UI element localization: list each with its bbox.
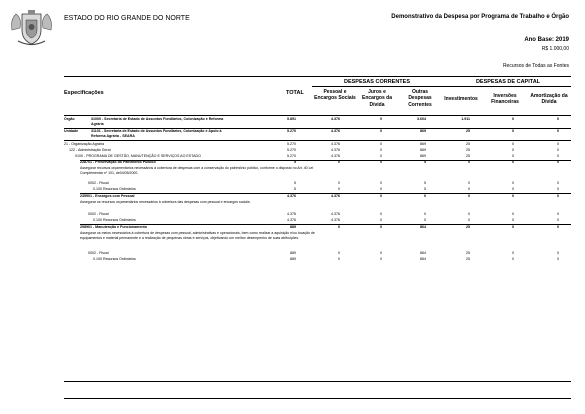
cell-outras: 5 [424,187,426,191]
cell-outras: 5 [424,181,426,185]
row-label: 0.100 Recursos Ordinários [93,187,136,191]
cell-inversoes: 0 [512,142,514,146]
cell-invest: 25 [466,225,470,229]
orgao-row-cont [0,121,585,128]
cell-pessoal: 4.376 [331,194,340,198]
cell-amort: 0 [557,148,559,152]
cell-juros: 0 [380,154,382,158]
row-label: 235901 - Encargos com Pessoal [80,194,135,198]
cell-inversoes: 0 [512,251,514,255]
cell-total: 889 [290,225,296,229]
cell-juros: 0 [380,225,382,229]
cell-outras: 869 [420,142,426,146]
table-row [0,224,585,231]
cell-total: 5.270 [287,142,296,146]
amortizacao-header: Amortização da Dívida [530,93,568,106]
cell-juros: 0 [380,218,382,222]
cell-outras: 864 [420,251,426,255]
cell-outras: 869 [420,129,426,133]
cell-outras: 864 [420,257,426,261]
cell-amort: 0 [557,194,559,198]
cell-amort: 0 [557,117,559,121]
cell-juros: 0 [380,257,382,261]
specs-header: Especificações [64,90,104,96]
cell-inversoes: 0 [512,187,514,191]
cell-inversoes: 0 [512,117,514,121]
cell-inversoes: 0 [512,218,514,222]
cell-amort: 0 [557,154,559,158]
group-current-expenses: DESPESAS CORRENTES [343,79,410,85]
unidade-name: 31101 - Secretaria de Estado de Assuntos Fundiários, Colonização e Apoio à [91,129,222,133]
cell-invest: 25 [466,148,470,152]
cell-amort: 0 [557,225,559,229]
cell-juros: 0 [380,160,382,164]
cell-amort: 0 [557,218,559,222]
cell-juros: 0 [380,142,382,146]
row-label: 0002 - Fiscal [88,181,109,185]
table-row [0,217,585,224]
cell-pessoal: 4.376 [331,129,340,133]
cell-juros: 0 [380,251,382,255]
cell-amort: 0 [557,187,559,191]
cell-juros: 0 [380,117,382,121]
cell-pessoal: 0 [338,160,340,164]
action-description: Assegurar os recursos orçamentários necessários à cobertura das despesas com pessoal e encargos sociais. [80,200,251,204]
table-row [0,256,585,263]
orgao-name-cont: Agrária [91,122,104,126]
cell-invest: 25 [466,129,470,133]
cell-pessoal: 4.376 [331,148,340,152]
cell-total: 5 [294,181,296,185]
cell-pessoal: 4.376 [331,218,340,222]
cell-invest: 0 [468,187,470,191]
state-coat-of-arms [8,8,55,48]
cell-invest: 25 [466,154,470,158]
currency-unit: R$ 1.000,00 [541,46,569,52]
cell-amort: 0 [557,212,559,216]
cell-invest: 25 [466,257,470,261]
row-label: 0002 - Fiscal [88,212,109,216]
unidade-name-cont: Reforma Agrária - SEARA [91,134,135,138]
row-label: 0.100 Recursos Ordinários [93,257,136,261]
cell-amort: 0 [557,142,559,146]
pessoal-header: Pessoal e Encargos Sociais [314,89,356,102]
cell-invest: 0 [468,212,470,216]
table-row [0,159,585,166]
state-name: ESTADO DO RIO GRANDE DO NORTE [64,15,190,22]
cell-pessoal: 4.376 [331,212,340,216]
outras-header: Outras Despesas Correntes [408,89,432,108]
cell-juros: 0 [380,181,382,185]
footer-rule-1 [64,381,571,382]
cell-outras: 869 [420,154,426,158]
cell-pessoal: 0 [338,187,340,191]
cell-inversoes: 0 [512,129,514,133]
cell-total: 889 [290,251,296,255]
footer-rule-2 [64,398,571,399]
cell-juros: 0 [380,187,382,191]
cell-invest: 25 [466,142,470,146]
report-title: Demonstrativo da Despesa por Programa de Trabalho e Órgão [391,14,569,20]
row-label: 0002 - Fiscal [88,251,109,255]
cell-pessoal: 0 [338,181,340,185]
row-label: 0100 - PROGRAMA DE GESTÃO, MANUTENÇÃO E SERVIÇOS AO ESTADO [75,154,201,158]
cell-invest: 1.911 [461,117,470,121]
cell-outras: 0 [424,212,426,216]
total-header: TOTAL [286,90,304,96]
cell-juros: 0 [380,129,382,133]
cell-invest: 0 [468,160,470,164]
investimentos-header: Investimentos [444,96,478,102]
cell-total: 5 [294,187,296,191]
cell-pessoal: 0 [338,257,340,261]
cell-total: 5 [294,160,296,164]
cell-total: 5.891 [287,117,296,121]
cell-outras: 3.604 [417,117,426,121]
cell-amort: 0 [557,160,559,164]
header-top-rule [64,76,571,77]
base-year: Ano Base: 2019 [524,37,569,43]
row-label: 21 - Organização Agrária [64,142,104,146]
orgao-name: 31000 - Secretaria de Estado de Assuntos Fundiários, Colonização e Reforma [91,117,224,121]
cell-inversoes: 0 [512,194,514,198]
cell-inversoes: 0 [512,160,514,164]
cell-amort: 0 [557,129,559,133]
inversoes-header: Inversões Financeiras [491,93,519,106]
cell-outras: 0 [424,194,426,198]
table-row [0,186,585,193]
cell-inversoes: 0 [512,148,514,152]
juros-header: Juros e Encargos da Dívida [361,89,392,108]
cell-total: 5.270 [287,154,296,158]
cell-total: 5.270 [287,148,296,152]
cell-total: 4.376 [287,194,296,198]
cell-inversoes: 0 [512,154,514,158]
cell-juros: 0 [380,194,382,198]
cell-outras: 869 [420,148,426,152]
unidade-label: Unidade [64,129,79,133]
row-label: 228701 - Preservação do Patrimônio Público [80,160,156,164]
cell-total: 889 [290,257,296,261]
cell-outras: 0 [424,218,426,222]
cell-pessoal: 4.376 [331,142,340,146]
table-row [0,193,585,200]
cell-juros: 0 [380,212,382,216]
unidade-row-cont [0,133,585,140]
cell-invest: 0 [468,218,470,222]
row-label: 122 - Administração Geral [69,148,111,152]
cell-total: 4.376 [287,218,296,222]
cell-outras: 5 [424,160,426,164]
cell-outras: 864 [420,225,426,229]
cell-amort: 0 [557,181,559,185]
cell-total: 4.376 [287,212,296,216]
action-description: Assegurar os meios necessários à cobertura de despesas com pessoal, administrativas e operacionais, bem como realizar a aquisição e/ou locação de equipamentos e material permanente e a realização de pequenas obras e serviços, objetivando um melhor desempenho de suas atribuições. [80,231,315,241]
group-capital-expenses: DESPESAS DE CAPITAL [475,79,541,85]
cell-inversoes: 0 [512,181,514,185]
cell-invest: 0 [468,181,470,185]
cell-pessoal: 4.376 [331,154,340,158]
cell-inversoes: 0 [512,225,514,229]
cell-total: 5.270 [287,129,296,133]
cell-pessoal: 0 [338,251,340,255]
cell-inversoes: 0 [512,212,514,216]
cell-amort: 0 [557,257,559,261]
cell-pessoal: 0 [338,225,340,229]
funds-source: Recursos de Todas as Fontes [502,63,569,69]
cell-pessoal: 4.376 [331,117,340,121]
row-label: 298901 - Manutenção e Funcionamento [80,225,147,229]
orgao-label: Órgão [64,117,75,121]
cell-invest: 0 [468,194,470,198]
cell-inversoes: 0 [512,257,514,261]
cell-juros: 0 [380,148,382,152]
group-rule [312,86,571,87]
row-label: 0.100 Recursos Ordinários [93,218,136,222]
cell-invest: 25 [466,251,470,255]
action-description: Assegurar recursos orçamentários necessários à cobertura de despesas com a conservação do patrimônio público, conforme o disposto no Art. 40 Lei Complementar nº 101, de04/05/2000. [80,166,314,176]
cell-amort: 0 [557,251,559,255]
